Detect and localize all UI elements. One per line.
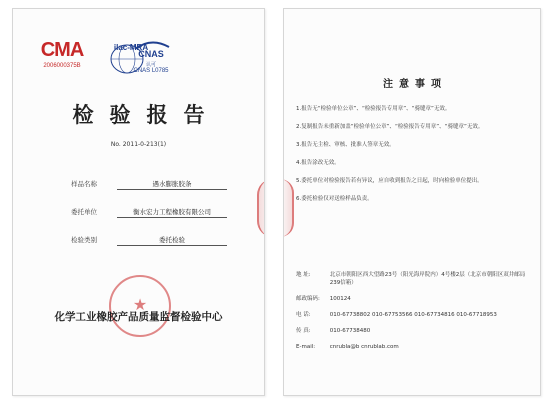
cnas-logo — [127, 37, 175, 81]
notice-page — [283, 8, 541, 396]
cnas-sub: 认可 — [145, 62, 156, 68]
notice-item: 3.报告无主检、审核、批准人签章无效。 — [296, 142, 395, 148]
postcode-label: 邮政编码: — [296, 296, 320, 302]
sample-name-label: 样品名称 — [71, 180, 97, 188]
cma-logo-text: CMA — [40, 39, 84, 61]
cnas-swoosh-icon — [127, 37, 175, 81]
client-label: 委托单位 — [71, 208, 97, 216]
client-row — [71, 205, 231, 219]
seal-star-icon: ★ — [132, 295, 148, 314]
fax-value: 010-67738480 — [329, 328, 371, 334]
inspection-type-label: 检验类别 — [71, 236, 97, 244]
notice-item: 6.委托检验仅对送检样品负责。 — [296, 196, 373, 202]
client-value: 衡水宏力工程橡胶有限公司 — [133, 208, 211, 216]
contact-block — [296, 271, 532, 359]
cnas-text: CNAS — [138, 49, 164, 59]
phone-label: 电 话: — [296, 312, 311, 318]
address-value: 北京市朝阳区西大望路23号（阳光海岸院内）4号楼2层（北京市朝阳区双井邮局239信箱） — [329, 272, 526, 286]
seam-stamp-left — [257, 179, 265, 237]
sample-name-row — [71, 177, 231, 191]
notice-title: 注意事项 — [383, 79, 447, 90]
cma-number: 2006000375B — [43, 63, 81, 69]
report-cover-page — [12, 8, 265, 396]
phone-row — [296, 311, 532, 319]
email-label: E-mail: — [296, 344, 316, 350]
seam-stamp-right — [283, 179, 294, 237]
cnas-number: CNAS L0785 — [133, 68, 169, 74]
email-value: cnrubla@b cnrublab.com — [329, 344, 399, 350]
underline — [117, 245, 227, 246]
cma-logo — [35, 39, 89, 75]
address-label: 地 址: — [296, 272, 311, 278]
postcode-value: 100124 — [329, 296, 351, 302]
official-seal-stamp — [109, 275, 171, 337]
phone-value: 010-67738802 010-67753566 010-67734816 010-67718953 — [329, 312, 497, 318]
underline — [117, 189, 227, 190]
sample-name-value: 遇水膨胀胶条 — [152, 180, 192, 188]
fax-row — [296, 327, 532, 335]
email-row — [296, 343, 532, 351]
notice-item: 5.委托单位对检验报告若有异议，应自收到报告之日起，时向检验单位提出。 — [296, 178, 483, 184]
underline — [117, 217, 227, 218]
notice-item: 2.复制报告未重新加盖“检验单位公章”、“检验报告专用章”、“骑缝章”无效。 — [296, 124, 484, 130]
report-title: 检验报告 — [72, 102, 221, 127]
notice-list — [296, 105, 532, 213]
issuing-organization: 化学工业橡胶产品质量监督检验中心 — [54, 311, 223, 323]
report-number: No. 2011-0-213(1) — [110, 141, 167, 148]
address-row — [296, 271, 532, 287]
inspection-type-row — [71, 233, 231, 247]
notice-item: 1.报告无“检验单位公章”、“检验报告专用章”、“骑缝章”无效。 — [296, 106, 451, 112]
postcode-row — [296, 295, 532, 303]
inspection-type-value: 委托检验 — [159, 236, 185, 244]
notice-item: 4.报告涂改无效。 — [296, 160, 340, 166]
ilac-text: ilac-MRA — [113, 43, 149, 52]
fax-label: 传 真: — [296, 328, 311, 334]
